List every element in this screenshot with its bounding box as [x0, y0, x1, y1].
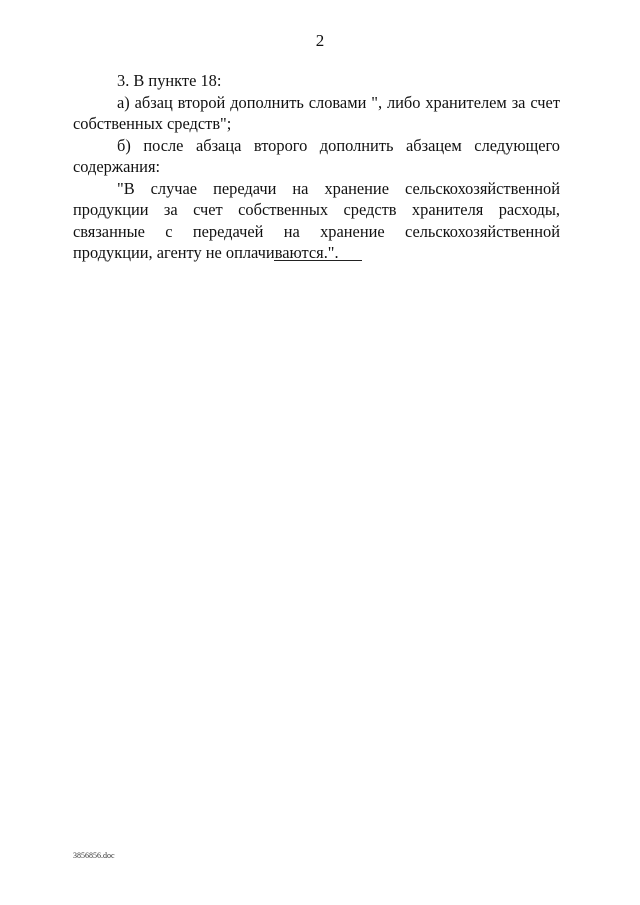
document-body [73, 70, 560, 264]
end-separator-line [274, 260, 362, 261]
page-number: 2 [315, 31, 325, 50]
paragraph-subitem-b: б) после абзаца второго дополнить абзацем следующего содержания: [73, 135, 560, 176]
paragraph-quote: "В случае передачи на хранение сельскохозяйственной продукции за счет собственных средств хранителя расходы, связанные с передачей на хранение сельскохозяйственной продукции, агенту не оплачиваются.". [73, 178, 560, 262]
document-code: 3856856.doc [73, 851, 115, 860]
paragraph-subitem-a: а) абзац второй дополнить словами ", либо хранителем за счет собственных средств"; [73, 92, 560, 133]
paragraph-item-3: 3. В пункте 18: [117, 71, 222, 90]
